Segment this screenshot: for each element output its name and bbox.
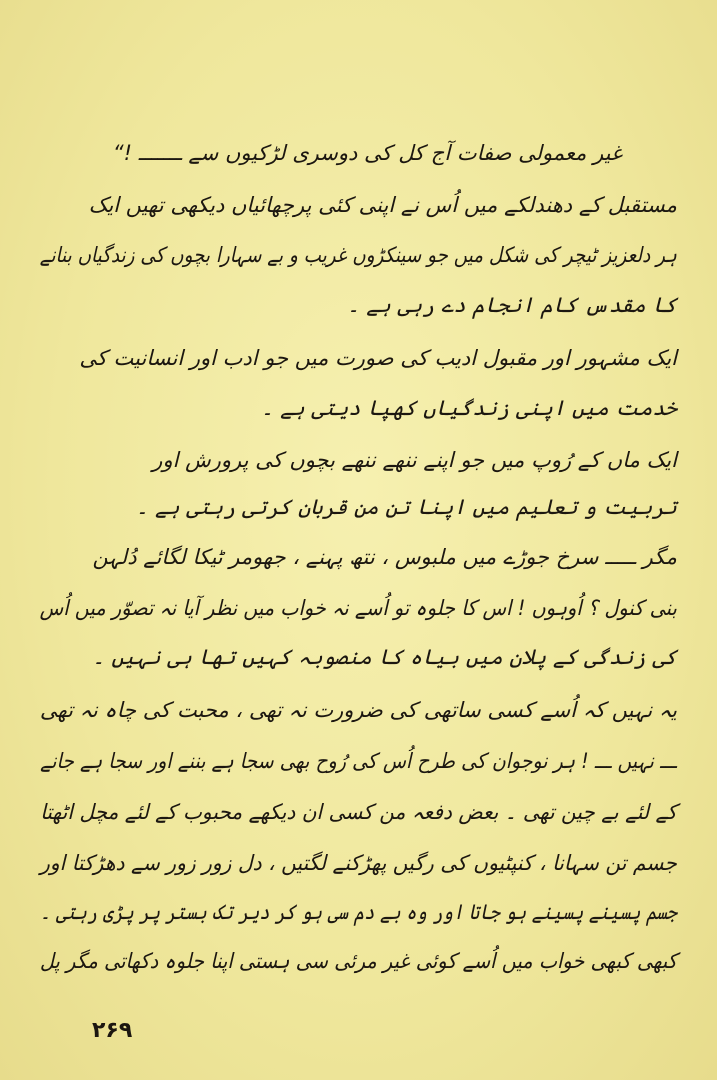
page-number: ۲۶۹ [92, 1018, 133, 1043]
text-line: یہ نہیں کہ اُسے کسی ساتھی کی ضرورت نہ تھی ، محبت کی چاہ نہ تھی [39, 698, 677, 722]
text-line: ایک ماں کے رُوپ میں جو اپنے ننھے ننھے بچوں کی پرورش اور [152, 448, 677, 472]
text-line: جسم پسینے پسینے ہو جاتا اور وہ بے دم سی ہو کر دیر تک بستر پر پڑی رہتی ۔ [40, 900, 677, 924]
text-line: بنی کنول ؟ اُوہوں ! اس کا جلوہ تو اُسے نہ خواب میں نظر آیا نہ تصوّر میں اُس [39, 596, 677, 620]
text-line: کبھی کبھی خواب میں اُسے کوئی غیر مرئی سی ہستی اپنا جلوہ دکھاتی مگر پل [39, 949, 677, 973]
text-line: ایک مشہور اور مقبول ادیب کی صورت میں جو ادب اور انسانیت کی [79, 346, 677, 370]
text-line: مگر ـــــ سرخ جوڑے میں ملبوس ، نتھ پہنے ، جھومر ٹیکا لگائے دُلہن [92, 545, 677, 569]
text-line: مستقبل کے دھندلکے میں اُس نے اپنی کئی پرچھائیاں دیکھی تھیں ایک [88, 193, 677, 217]
text-line: کے لئے بے چین تھی ۔ بعض دفعہ من کسی ان دیکھے محبوب کے لئے مچل اٹھتا [40, 800, 677, 824]
text-line: غیر معمولی صفات آج کل کی دوسری لڑکیوں سے ـــــــ !“ [112, 141, 622, 165]
text-line: کی زندگی کے پلان میں بیاہ کا منصوبہ کہیں تھا ہی نہیں ۔ [92, 645, 677, 669]
text-line: جسم تن سہانا ، کنپٹیوں کی رگیں پھڑکنے لگتیں ، دل زور زور سے دھڑکتا اور [40, 851, 677, 875]
text-line: ـــ نہیں ـــ ! ہر نوجوان کی طرح اُس کی رُوح بھی سجا ہے بننے اور سجا ہے جانے [40, 749, 677, 773]
text-line: تربیت و تعلیم میں اپنا تن من قربان کرتی رہتی ہے ۔ [135, 495, 677, 519]
text-line: خدمت میں اپنی زندگیاں کھپا دیتی ہے ۔ [261, 396, 677, 420]
text-line: ہر دلعزیز ٹیچر کی شکل میں جو سینکڑوں غریب و بے سہارا بچوں کی زندگیاں بنانے [39, 243, 677, 267]
text-line: کا مقدس کام انجام دے رہی ہے ۔ [347, 293, 677, 317]
